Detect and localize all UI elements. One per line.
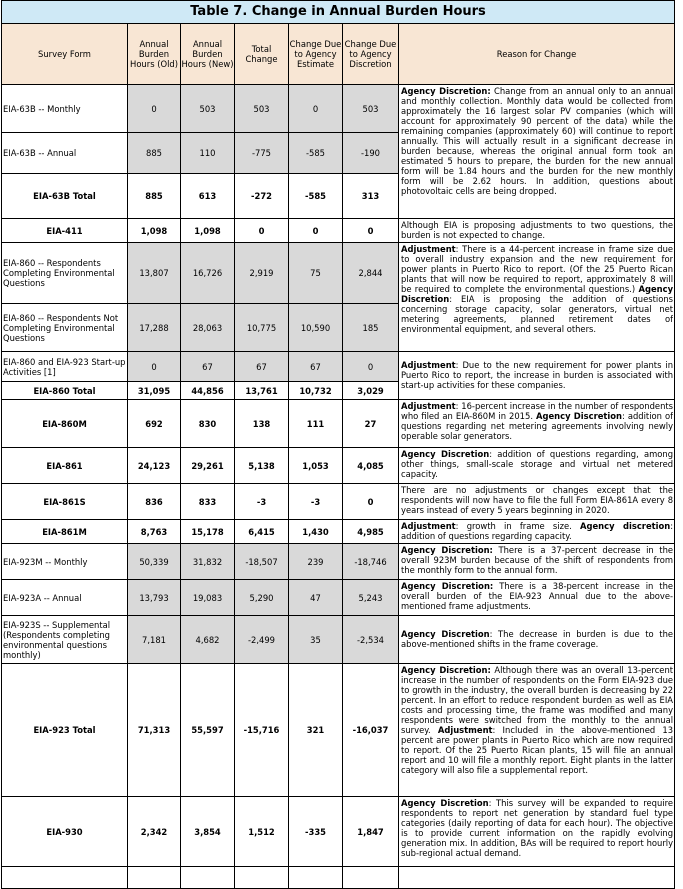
agency-discretion-cell: 4,985	[343, 520, 399, 544]
old-hours-cell	[128, 867, 181, 889]
agency-discretion-cell: -18,746	[343, 544, 399, 580]
reason-text: : 16-percent increase in the number of respondents who filed an EIA-860M in 2015.	[401, 401, 674, 421]
new-hours-cell: 55,597	[181, 664, 235, 797]
survey-form-cell: EIA-923A -- Annual	[2, 580, 128, 616]
header-old: Annual Burden Hours (Old)	[128, 24, 181, 85]
new-hours-cell: 833	[181, 484, 235, 520]
old-hours-cell: 7,181	[128, 616, 181, 664]
reason-label: Agency Discretion	[401, 629, 490, 639]
reason-label: Agency discretion	[580, 521, 671, 531]
header-survey-form: Survey Form	[2, 24, 128, 85]
survey-form-cell: EIA-860 Total	[2, 382, 128, 400]
agency-discretion-cell: 503	[343, 85, 399, 133]
old-hours-cell: 13,793	[128, 580, 181, 616]
reason-text: : EIA is proposing the addition of questions concerning storage capacity, solar generators, virtual net metering agreements, planned retirement dates of environmental equipment, and several others.	[401, 294, 674, 334]
agency-estimate-cell: 1,430	[289, 520, 343, 544]
agency-estimate-cell: 0	[289, 219, 343, 243]
reason-text: Although EIA is proposing adjustments to two questions, the burden is not expected to change.	[401, 220, 674, 240]
total-change-cell: 13,761	[235, 382, 289, 400]
agency-estimate-cell: 0	[289, 85, 343, 133]
table-row	[2, 664, 675, 797]
reason-label: Agency Discretion:	[401, 545, 493, 555]
agency-discretion-cell: 2,844	[343, 243, 399, 304]
total-change-cell: 503	[235, 85, 289, 133]
agency-discretion-cell: 1,847	[343, 797, 399, 867]
reason-text: : Included in the above-mentioned 13 percent are power plants in Puerto Rico which are now required to report. Of the 25 Puerto Rican plants, 15 will file an annual report and 10 will file a monthly report. Eight plants in the latter category will also file a supplemental report.	[401, 725, 674, 775]
agency-estimate-cell: 47	[289, 580, 343, 616]
reason-label: Agency Discretion	[401, 798, 489, 808]
agency-discretion-cell: 3,029	[343, 382, 399, 400]
reason-text: : addition of questions regarding capacity.	[401, 521, 674, 541]
total-change-cell: -2,499	[235, 616, 289, 664]
old-hours-cell: 1,098	[128, 219, 181, 243]
survey-form-cell: EIA-861M	[2, 520, 128, 544]
header-agency-discretion: Change Due to Agency Discretion	[343, 24, 399, 85]
table-row	[2, 484, 675, 520]
survey-form-cell: EIA-923M -- Monthly	[2, 544, 128, 580]
reason-text: There is a 37-percent decrease in the overall 923M burden because of the shift of respondents from the monthly form to the annual form.	[401, 545, 674, 575]
total-change-cell: -272	[235, 173, 289, 218]
table-row	[2, 867, 675, 889]
reason-cell-empty	[399, 867, 675, 889]
reason-text: : There is a 44-percent increase in frame size due to overall industry expansion and the new requirement for power plants in Puerto Rico to report. (Of the 25 Puerto Rican plants that will now be required to report, approximately 8 will be required to complete the environmental questions.)	[401, 244, 674, 294]
old-hours-cell: 885	[128, 173, 181, 218]
reason-label: Adjustment	[401, 401, 456, 411]
survey-form-cell: EIA-860 -- Respondents Completing Environmental Questions	[2, 243, 128, 304]
reason-text: : addition of questions regarding, among other things, small-scale storage and virtual net metered capacity.	[401, 449, 674, 479]
reason-label: Agency Discretion	[536, 411, 622, 421]
total-change-cell: 6,415	[235, 520, 289, 544]
table-row	[2, 580, 675, 616]
reason-text: : Due to the new requirement for power plants in Puerto Rico to report, the increase in burden is associated with start-up activities for these companies.	[401, 360, 674, 390]
old-hours-cell: 50,339	[128, 544, 181, 580]
table-row	[2, 85, 675, 133]
agency-estimate-cell: -335	[289, 797, 343, 867]
header-new: Annual Burden Hours (New)	[181, 24, 235, 85]
agency-discretion-cell: -16,037	[343, 664, 399, 797]
agency-discretion-cell: 0	[343, 484, 399, 520]
header-row	[2, 24, 675, 85]
agency-discretion-cell: 185	[343, 304, 399, 352]
agency-estimate-cell: 35	[289, 616, 343, 664]
table-row	[2, 520, 675, 544]
reason-cell-923-total	[399, 664, 675, 797]
reason-cell-861m	[399, 520, 675, 544]
reason-cell-861	[399, 448, 675, 484]
reason-label: Agency Discretion:	[401, 86, 491, 96]
reason-cell-411	[399, 219, 675, 243]
new-hours-cell: 503	[181, 85, 235, 133]
old-hours-cell: 836	[128, 484, 181, 520]
agency-estimate-cell: 10,732	[289, 382, 343, 400]
reason-label: Agency Discretion	[401, 284, 674, 304]
reason-label: Agency Discretion	[401, 449, 490, 459]
survey-form-cell: EIA-63B -- Annual	[2, 133, 128, 173]
table-row	[2, 352, 675, 382]
old-hours-cell: 71,313	[128, 664, 181, 797]
total-change-cell: 1,512	[235, 797, 289, 867]
survey-form-cell: EIA-930	[2, 797, 128, 867]
survey-form-cell: EIA-860 and EIA-923 Start-up Activities [1]	[2, 352, 128, 382]
agency-discretion-cell: 0	[343, 219, 399, 243]
agency-discretion-cell: 0	[343, 352, 399, 382]
survey-form-cell: EIA-63B Total	[2, 173, 128, 218]
total-change-cell: 67	[235, 352, 289, 382]
survey-form-cell: EIA-923 Total	[2, 664, 128, 797]
table-row	[2, 448, 675, 484]
reason-text: : addition of questions regarding net metering agreements involving newly operable solar generators.	[401, 411, 674, 441]
burden-table-page	[1, 0, 674, 889]
old-hours-cell: 0	[128, 85, 181, 133]
reason-cell-860	[399, 243, 675, 352]
new-hours-cell: 3,854	[181, 797, 235, 867]
total-change-cell: -15,716	[235, 664, 289, 797]
agency-discretion-cell: 313	[343, 173, 399, 218]
new-hours-cell: 16,726	[181, 243, 235, 304]
reason-text: Although there was an overall 13-percent increase in the number of respondents on the Form EIA-923 due to growth in the industry, the overall burden is decreasing by 22 percent. In an effort to reduce respondent burden as well as EIA costs and processing time, the frame was modified and many respondents were switched from the monthly to the annual survey.	[401, 665, 674, 735]
header-reason: Reason for Change	[399, 24, 675, 85]
reason-cell-860m	[399, 400, 675, 448]
old-hours-cell: 31,095	[128, 382, 181, 400]
reason-cell-63b	[399, 85, 675, 219]
old-hours-cell: 2,342	[128, 797, 181, 867]
agency-estimate-cell	[289, 867, 343, 889]
survey-form-cell: EIA-861	[2, 448, 128, 484]
header-total: Total Change	[235, 24, 289, 85]
total-change-cell: 5,290	[235, 580, 289, 616]
reason-text: Change from an annual only to an annual and monthly collection. Monthly data would be collected from approximately the 16 largest solar PV companies (which will account for approximately 90 percent of the data) while the remaining companies (approximately 60) will continue to report annually. This will actually result in a significant decrease in burden because, whereas the original annual form took an estimated 5 hours to prepare, the burden for the new annual form will be 1.84 hours and the burden for the new monthly form will be 2.62 hours. In addition, questions about photovoltaic cells are being dropped.	[401, 86, 674, 196]
reason-label: Agency Discretion:	[401, 581, 494, 591]
table-title: Table 7. Change in Annual Burden Hours	[2, 1, 675, 24]
reason-text: : growth in frame size.	[455, 521, 580, 531]
survey-form-cell: EIA-411	[2, 219, 128, 243]
reason-text: : This survey will be expanded to require respondents to report net generation by standard fuel type categories (daily reporting of data for each hour). The objective is to provide current information on the rapidly evolving generation mix. In addition, BAs will be required to report hourly sub-regional actual demand.	[401, 798, 674, 858]
reason-label: Adjustment	[401, 360, 456, 370]
reason-text: : The decrease in burden is due to the above-mentioned shifts in the frame coverage.	[401, 629, 674, 649]
new-hours-cell	[181, 867, 235, 889]
new-hours-cell: 110	[181, 133, 235, 173]
reason-label: Agency Discretion:	[401, 665, 491, 675]
agency-estimate-cell: 75	[289, 243, 343, 304]
agency-estimate-cell: 67	[289, 352, 343, 382]
total-change-cell: -775	[235, 133, 289, 173]
new-hours-cell: 29,261	[181, 448, 235, 484]
agency-estimate-cell: -3	[289, 484, 343, 520]
agency-discretion-cell: 5,243	[343, 580, 399, 616]
table-row	[2, 616, 675, 664]
agency-discretion-cell: 27	[343, 400, 399, 448]
reason-cell-861s	[399, 484, 675, 520]
reason-label: Adjustment	[401, 244, 456, 254]
total-change-cell: -3	[235, 484, 289, 520]
table-row	[2, 400, 675, 448]
burden-table	[1, 0, 675, 889]
agency-estimate-cell: 1,053	[289, 448, 343, 484]
agency-estimate-cell: 321	[289, 664, 343, 797]
reason-cell-923s	[399, 616, 675, 664]
reason-cell-860-startup	[399, 352, 675, 400]
survey-form-cell: EIA-923S -- Supplemental (Respondents completing environmental questions monthly)	[2, 616, 128, 664]
survey-form-cell	[2, 867, 128, 889]
reason-label: Adjustment	[401, 521, 456, 531]
agency-estimate-cell: -585	[289, 133, 343, 173]
reason-text: There are no adjustments or changes except that the respondents will now have to file the full Form EIA-861A every 8 years instead of every 5 years beginning in 2020.	[401, 485, 674, 515]
new-hours-cell: 31,832	[181, 544, 235, 580]
total-change-cell: 10,775	[235, 304, 289, 352]
old-hours-cell: 0	[128, 352, 181, 382]
reason-label: Adjustment	[437, 725, 493, 735]
total-change-cell: 2,919	[235, 243, 289, 304]
agency-estimate-cell: 111	[289, 400, 343, 448]
new-hours-cell: 830	[181, 400, 235, 448]
reason-text: There is a 38-percent increase in the overall burden of the EIA-923 Annual due to the above-mentioned frame adjustments.	[401, 581, 674, 611]
total-change-cell: -18,507	[235, 544, 289, 580]
new-hours-cell: 4,682	[181, 616, 235, 664]
old-hours-cell: 24,123	[128, 448, 181, 484]
reason-cell-923a	[399, 580, 675, 616]
total-change-cell	[235, 867, 289, 889]
survey-form-cell: EIA-861S	[2, 484, 128, 520]
old-hours-cell: 885	[128, 133, 181, 173]
table-row	[2, 544, 675, 580]
agency-discretion-cell: 4,085	[343, 448, 399, 484]
survey-form-cell: EIA-63B -- Monthly	[2, 85, 128, 133]
table-row	[2, 243, 675, 304]
agency-discretion-cell: -190	[343, 133, 399, 173]
agency-discretion-cell: -2,534	[343, 616, 399, 664]
new-hours-cell: 44,856	[181, 382, 235, 400]
agency-estimate-cell: -585	[289, 173, 343, 218]
survey-form-cell: EIA-860M	[2, 400, 128, 448]
old-hours-cell: 13,807	[128, 243, 181, 304]
new-hours-cell: 1,098	[181, 219, 235, 243]
survey-form-cell: EIA-860 -- Respondents Not Completing Environmental Questions	[2, 304, 128, 352]
reason-cell-923m	[399, 544, 675, 580]
total-change-cell: 138	[235, 400, 289, 448]
header-agency-estimate: Change Due to Agency Estimate	[289, 24, 343, 85]
agency-estimate-cell: 10,590	[289, 304, 343, 352]
new-hours-cell: 15,178	[181, 520, 235, 544]
agency-estimate-cell: 239	[289, 544, 343, 580]
old-hours-cell: 692	[128, 400, 181, 448]
new-hours-cell: 67	[181, 352, 235, 382]
new-hours-cell: 28,063	[181, 304, 235, 352]
total-change-cell: 0	[235, 219, 289, 243]
new-hours-cell: 613	[181, 173, 235, 218]
table-row	[2, 797, 675, 867]
table-row	[2, 219, 675, 243]
new-hours-cell: 19,083	[181, 580, 235, 616]
total-change-cell: 5,138	[235, 448, 289, 484]
old-hours-cell: 17,288	[128, 304, 181, 352]
agency-discretion-cell	[343, 867, 399, 889]
old-hours-cell: 8,763	[128, 520, 181, 544]
reason-cell-930	[399, 797, 675, 867]
